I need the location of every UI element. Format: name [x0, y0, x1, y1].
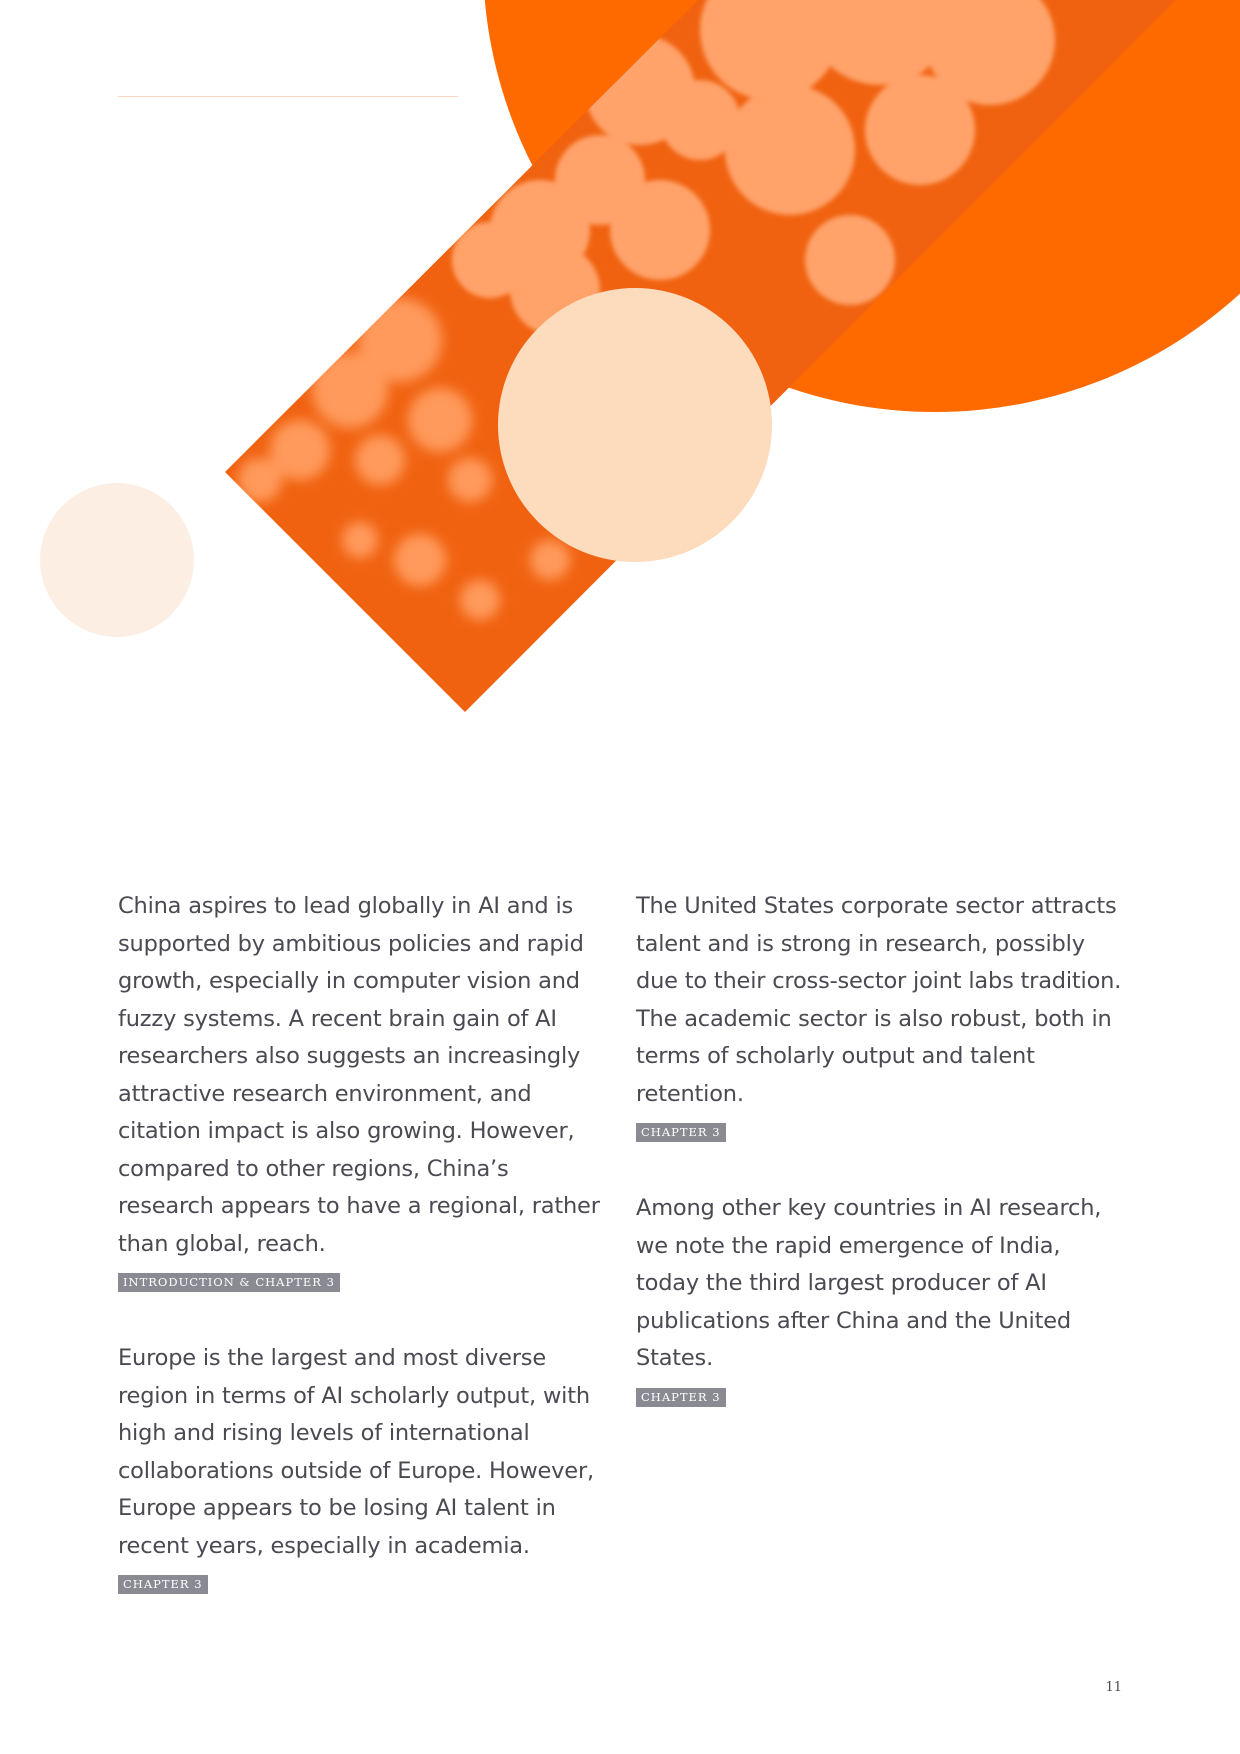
summary-block-united-states: [636, 888, 1122, 1142]
page-number: 11: [1105, 1680, 1122, 1695]
hero-graphic: [0, 0, 1240, 720]
summary-block-china: [118, 888, 604, 1292]
small-pale-circle: [40, 483, 194, 637]
summary-paragraph: Europe is the largest and most diverse region in terms of AI scholarly output, with high and rising levels of international collaborations outside of Europe. However, Europe appears to be losing AI talent in recent years, especially in academia.: [118, 1345, 594, 1559]
summary-block-europe: [118, 1340, 604, 1594]
decorative-rule: [118, 96, 458, 97]
peach-circle: [498, 288, 772, 562]
chapter-tag: CHAPTER 3: [636, 1388, 726, 1407]
summary-paragraph: The United States corporate sector attracts talent and is strong in research, possibly due to their cross-sector joint labs tradition. The academic sector is also robust, both in terms of scholarly output and talent retention.: [636, 893, 1122, 1107]
chapter-tag: CHAPTER 3: [118, 1575, 208, 1594]
left-column: [118, 888, 604, 1642]
summary-block-india: [636, 1190, 1122, 1407]
summary-paragraph: Among other key countries in AI research, we note the rapid emergence of India, today the third largest producer of AI publications after China and the United States.: [636, 1195, 1102, 1371]
chapter-tag: CHAPTER 3: [636, 1123, 726, 1142]
right-column: [636, 888, 1122, 1455]
summary-paragraph: China aspires to lead globally in AI and is supported by ambitious policies and rapid growth, especially in computer vision and fuzzy systems. A recent brain gain of AI researchers also suggests an increasingly attractive research environment, and citation impact is also growing. However, compared to other regions, China’s research appears to have a regional, rather than global, reach.: [118, 893, 600, 1257]
chapter-tag: INTRODUCTION & CHAPTER 3: [118, 1273, 340, 1292]
